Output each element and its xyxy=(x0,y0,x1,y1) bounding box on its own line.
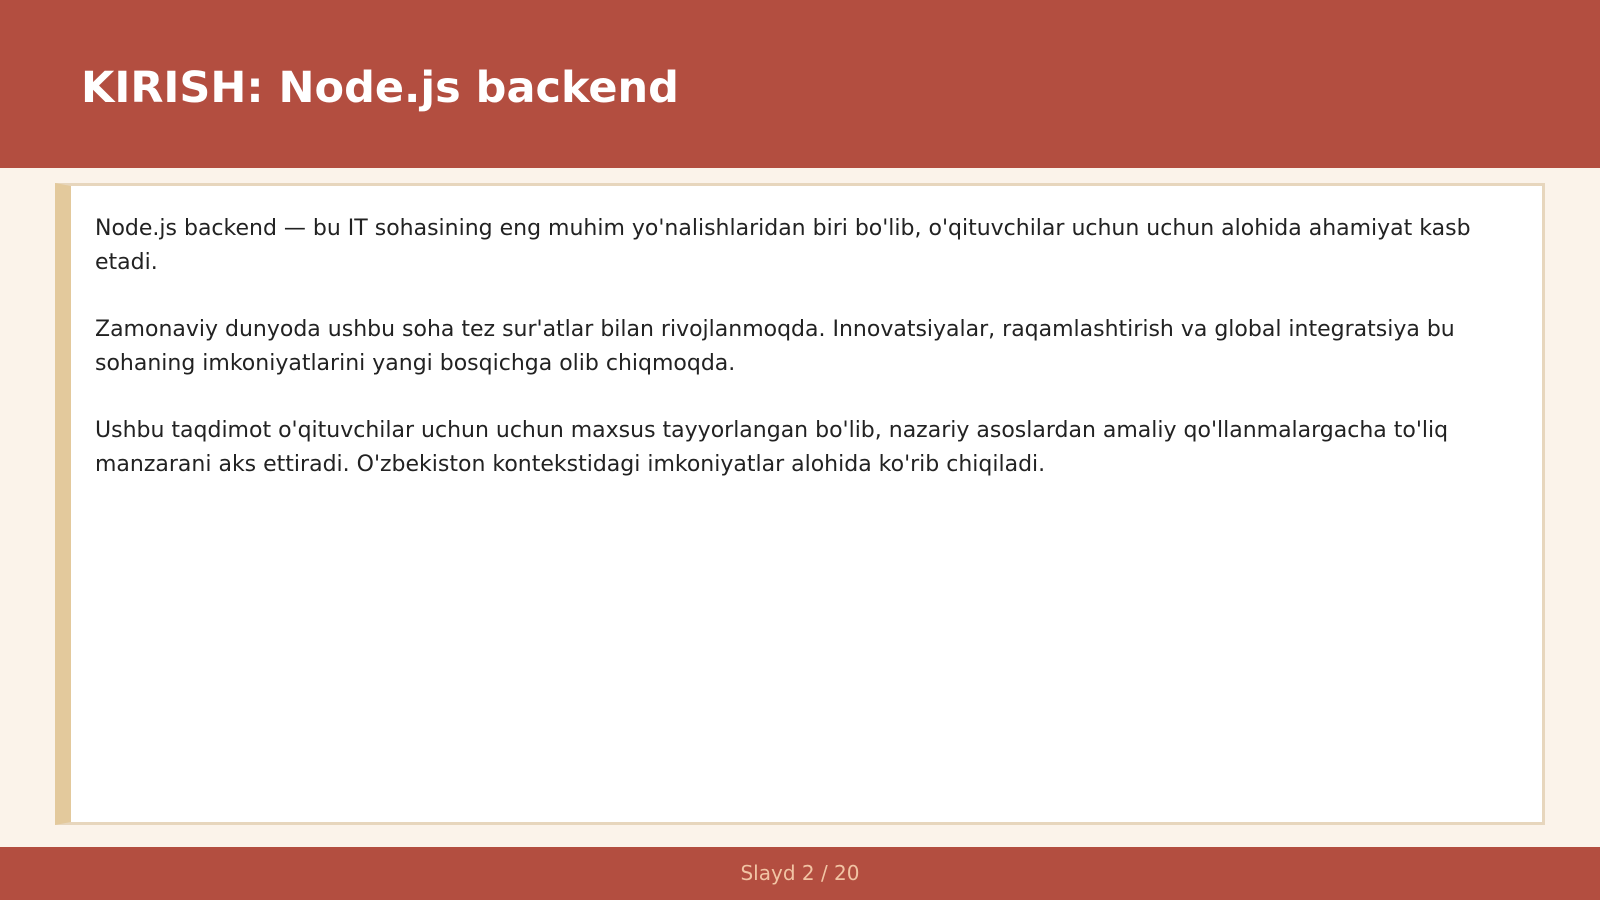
content-body xyxy=(95,212,1495,515)
slide-footer xyxy=(0,847,1600,900)
paragraph-presentation: Ushbu taqdimot o'qituvchilar uchun uchun maxsus tayyorlangan bo'lib, nazariy asoslardan amaliy qo'llanmalargacha to'liq manzarani aks ettiradi. O'zbekiston kontekstidagi imkoniyatlar alohida ko'rib chiqiladi. xyxy=(95,418,1449,477)
slide-header xyxy=(0,0,1600,168)
paragraph-intro: Node.js backend — bu IT sohasining eng muhim yo'nalishlaridan biri bo'lib, o'qituvchilar uchun uchun alohida ahamiyat kasb etadi. xyxy=(95,216,1471,275)
slide-title: KIRISH: Node.js backend xyxy=(81,63,679,113)
paragraph-modern-world: Zamonaviy dunyoda ushbu soha tez sur'atlar bilan rivojlanmoqda. Innovatsiyalar, raqamlashtirish va global integratsiya bu sohaning imkoniyatlarini yangi bosqichga olib chiqmoqda. xyxy=(95,317,1455,376)
slide-counter: Slayd 2 / 20 xyxy=(740,861,860,885)
